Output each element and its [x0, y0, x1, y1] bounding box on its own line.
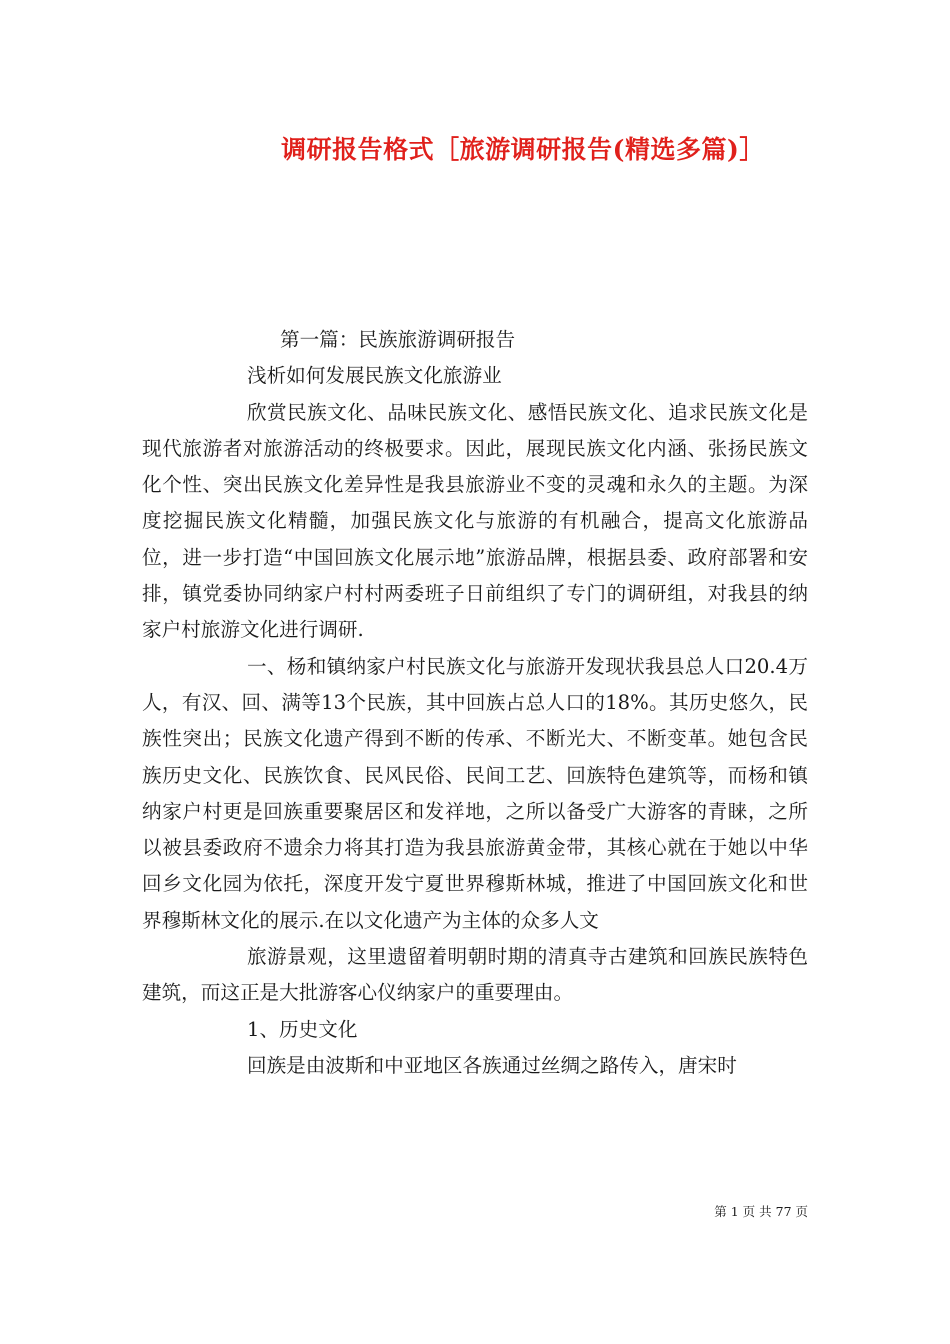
paragraph: 欣赏民族文化、品味民族文化、感悟民族文化、追求民族文化是现代旅游者对旅游活动的终极要求。因此，展现民族文化内涵、张扬民族文化个性、突出民族文化差异性是我县旅游业不变的灵魂和永久的主题。为深度挖掘民族文化精髓，加强民族文化与旅游的有机融合，提高文化旅游品位，进一步打造“中国回族文化展示地”旅游品牌，根据县委、政府部署和安排，镇党委协同纳家户村村两委班子日前组织了专门的调研组，对我县的纳家户村旅游文化进行调研. [142, 400, 808, 642]
subsection-heading: 1、历史文化 [247, 1017, 358, 1041]
paragraph: 回族是由波斯和中亚地区各族通过丝绸之路传入，唐宋时 [247, 1053, 737, 1077]
section-heading: 第一篇：民族旅游调研报告 [280, 328, 516, 351]
paragraph: 旅游景观，这里遗留着明朝时期的清真寺古建筑和回族民族特色建筑，而这正是大批游客心仪纳家户的重要理由。 [142, 945, 808, 1005]
page-title: 调研报告格式［旅游调研报告(精选多篇)］ [281, 135, 765, 164]
paragraph: 一、杨和镇纳家户村民族文化与旅游开发现状我县总人口20.4万人，有汉、回、满等13个民族，其中回族占总人口的18%。其历史悠久，民族性突出；民族文化遗产得到不断的传承、不断光大、不断变革。她包含民族历史文化、民族饮食、民风民俗、民间工艺、回族特色建筑等，而杨和镇纳家户村更是回族重要聚居区和发祥地，之所以备受广大游客的青睐，之所以被县委政府不遗余力将其打造为我县旅游黄金带，其核心就在于她以中华回乡文化园为依托，深度开发宁夏世界穆斯林城，推进了中国回族文化和世界穆斯林文化的展示.在以文化遗产为主体的众多人文 [142, 654, 808, 932]
document-body [142, 322, 808, 1084]
page-number: 第 1 页 共 77 页 [714, 1204, 808, 1219]
article-subtitle: 浅析如何发展民族文化旅游业 [247, 364, 502, 388]
